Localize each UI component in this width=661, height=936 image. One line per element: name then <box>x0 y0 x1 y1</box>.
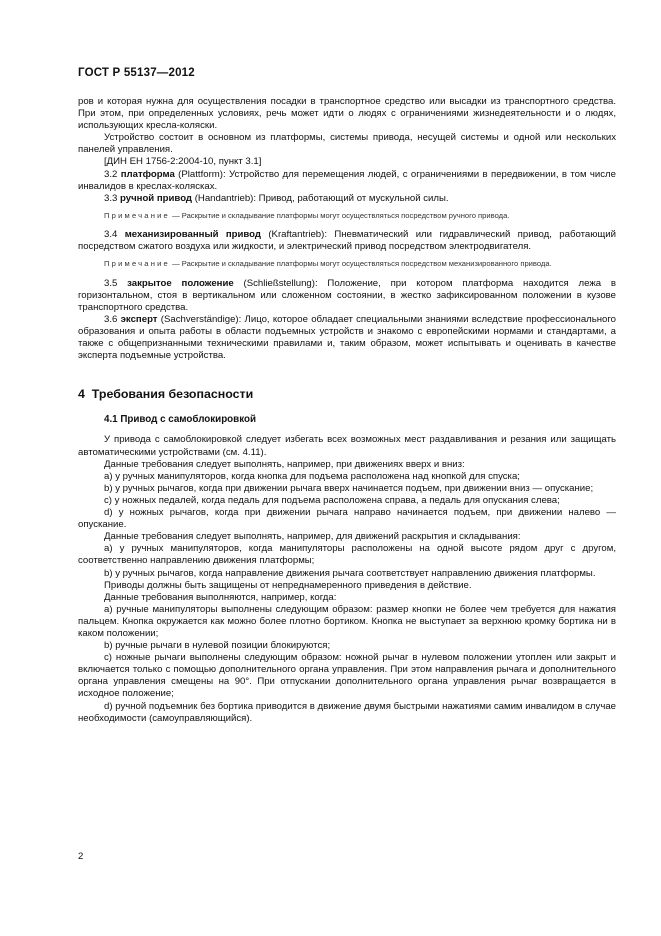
section-title: Требования безопасности <box>91 387 254 402</box>
paragraph: Устройство состоит в основном из платформы, системы привода, несущей системы и одной или нескольких панелей управления. <box>78 132 616 156</box>
defined-term: закрытое положение <box>127 277 234 289</box>
definition-text: (Schließstellung): Положение, при котором платформа находится лежа в горизонтальном, стоя в вертикальном или сложенном состоянии, в жестко зафиксированном положении в кузове транспортного средства. <box>78 277 616 313</box>
note-label: Примечание <box>104 210 170 220</box>
list-item: a) у ручных манипуляторов, когда манипуляторы расположены на одной высоте рядом друг с другом, соответственно направлению движения платформы; <box>78 543 616 567</box>
list-item: b) у ручных рычагов, когда при движении рычага вверх начинается подъем, при движении вниз — опускание; <box>104 482 594 494</box>
definition-text: (Handantrieb): Привод, работающий от мускульной силы. <box>192 192 449 204</box>
defined-term: ручной привод <box>120 192 193 204</box>
note-1 <box>78 211 616 222</box>
definition-text: (Sachverständige): Лицо, которое обладает специальными знаниями вследствие профессионального образования и опыта работы в области подъемных устройств и знакомо с европейскими нормами и стандартами, а также с общепризнанными техническими правилами и, таким образом, может испытывать и оценивать в качестве эксперта подъемные устройства. <box>78 313 617 362</box>
note-text: — Раскрытие и складывание платформы могут осуществляться посредством ручного привода. <box>169 210 510 220</box>
definition-3-4 <box>78 229 616 253</box>
subsection-title: Привод с самоблокировкой <box>120 414 256 426</box>
list-item: b) ручные рычаги в нулевой позиции блокируются; <box>104 640 331 652</box>
note-label: Примечание <box>104 258 170 268</box>
list-item: a) у ручных манипуляторов, когда кнопка для подъема расположена над кнопкой для спуска; <box>104 470 520 482</box>
note-text: — Раскрытие и складывание платформы могут осуществляться посредством механизированного привода. <box>169 258 552 268</box>
standard-header: ГОСТ Р 55137—2012 <box>78 67 195 79</box>
clause-number: 3.3 <box>104 192 118 204</box>
paragraph: ров и которая нужна для осуществления посадки в транспортное средство или высадки из транспортного средства. При этом, при определенных условиях, речь может идти о людях с ограничениями жизнедеятельности и о людях, использующих кресла-коляски. <box>78 96 616 132</box>
list-item: b) у ручных рычагов, когда направление движения рычага соответствует направлению движения платформы. <box>104 567 596 579</box>
list-item: d) у ножных рычагов, когда при движении рычага направо начинается подъем, при движении налево — опускание. <box>78 507 616 531</box>
defined-term: эксперт <box>120 313 158 325</box>
subsection-number: 4.1 <box>104 414 118 426</box>
paragraph: Приводы должны быть защищены от непреднамеренного приведения в действие. <box>104 579 472 591</box>
clause-number: 3.6 <box>104 313 118 325</box>
subsection-heading <box>78 414 616 426</box>
definition-3-6 <box>78 314 616 362</box>
definition-3-2 <box>78 169 616 193</box>
clause-number: 3.4 <box>104 228 118 240</box>
note-2 <box>78 259 616 270</box>
definition-text: (Plattform): Устройство для перемещения людей, с ограничениями в передвижении, в том числе инвалидов в креслах-колясках. <box>78 168 616 192</box>
clause-number: 3.5 <box>104 277 118 289</box>
paragraph: Данные требования следует выполнять, например, для движений раскрытия и складывания: <box>104 531 521 543</box>
definition-3-3 <box>78 193 616 205</box>
paragraph: У привода с самоблокировкой следует избегать всех возможных мест раздавливания и резания или защищать автоматическими устройствами (см. 4.11). <box>78 434 616 458</box>
paragraph: Данные требования выполняются, например, когда: <box>104 591 337 603</box>
citation: [ДИН ЕН 1756-2:2004-10, пункт 3.1] <box>104 156 262 168</box>
definition-3-5 <box>78 278 616 314</box>
list-item: c) ножные рычаги выполнены следующим образом: ножной рычаг в нулевом положении утоплен или закрыт и включается только с помощью дополнительного органа управления. При этом направления рычага и дополнительного органа управления смещены на 90°. При отпускании дополнительного органа управления рычаг возвращается в исходное положение; <box>78 652 616 700</box>
section-heading <box>78 388 616 400</box>
list-item: c) у ножных педалей, когда педаль для подъема расположена справа, а педаль для опускания слева; <box>104 494 560 506</box>
section-number: 4 <box>78 387 85 402</box>
list-item: d) ручной подъемник без бортика приводится в движение двумя быстрыми нажатиями самим инвалидом в случае необходимости (самоуправляющийся). <box>78 700 616 724</box>
list-item: a) ручные манипуляторы выполнены следующим образом: размер кнопки не более чем требуется для нажатия пальцем. Кнопка окружается как можно более плотно бортиком. Кнопка не выступает за верхнюю кромку бортика ни в каком положении; <box>78 603 616 639</box>
defined-term: платформа <box>120 168 175 180</box>
paragraph: Данные требования следует выполнять, например, при движениях вверх и вниз: <box>104 458 465 470</box>
defined-term: механизированный привод <box>124 228 262 240</box>
definition-text: (Kraftantrieb): Пневматический или гидравлический привод, работающий посредством сжатого воздуха или жидкости, и электрический привод посредством электродвигателя. <box>78 228 616 252</box>
document-body <box>78 96 616 725</box>
clause-number: 3.2 <box>104 168 118 180</box>
page-number: 2 <box>78 851 84 862</box>
